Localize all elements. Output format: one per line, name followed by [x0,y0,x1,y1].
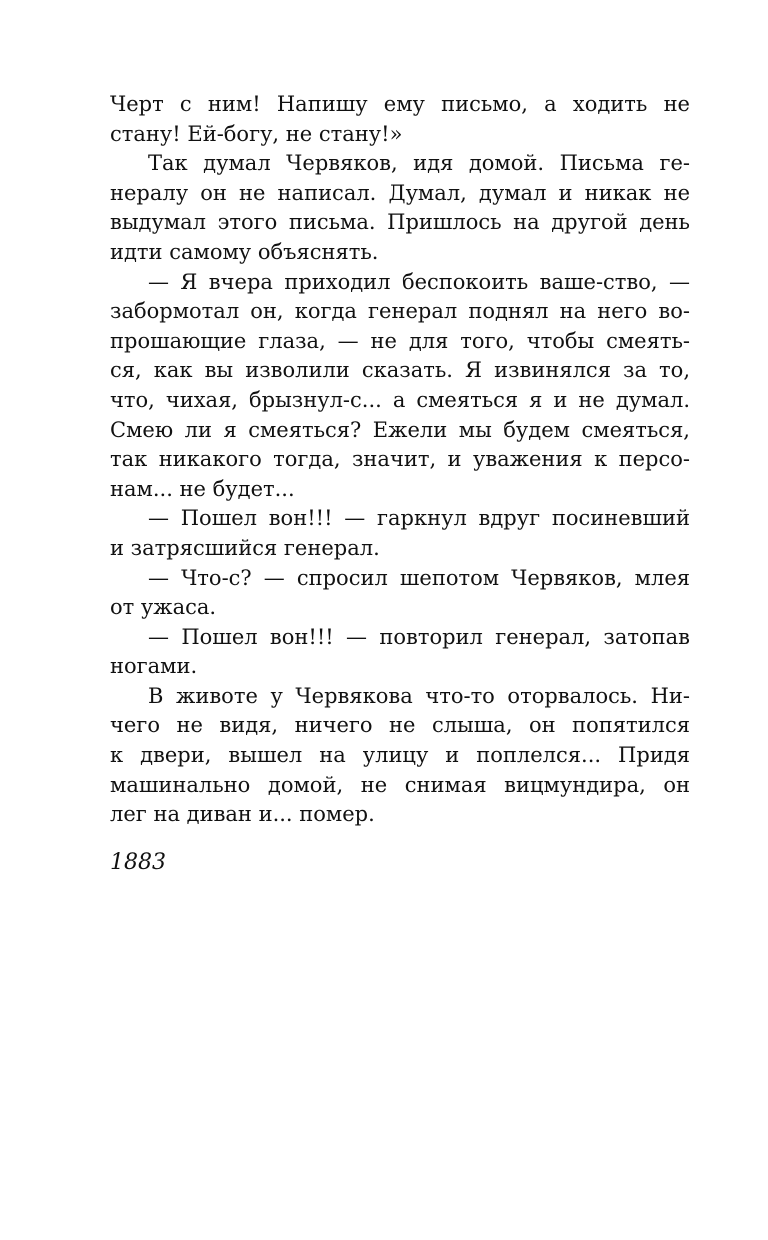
text-line: забормотал он, когда генерал поднял на него во- [110,299,690,324]
text-line: стану! Ей-богу, не стану!» [110,121,403,146]
text-line: от ужаса. [110,595,217,620]
text-line: В животе у Червякова что-то оторвалось. Ни- [148,683,690,708]
text-line: — Пошел вон!!! — повторил генерал, затопав [148,624,690,649]
text-line: лег на диван и... помер. [110,802,375,827]
text-line: — Что-с? — спросил шепотом Червяков, млея [148,565,690,590]
text-line: нам... не будет... [110,476,295,501]
story-year: 1883 [110,850,166,875]
text-line: ногами. [110,654,198,679]
text-line: что, чихая, брызнул-с... а смеяться я и не думал. [110,387,690,412]
text-line: — Пошел вон!!! — гаркнул вдруг посиневший [148,506,690,531]
text-line: — Я вчера приходил беспокоить ваше-ство, — [148,269,690,294]
text-line: Смею ли я смеяться? Ежели мы будем смеяться, [110,417,690,442]
text-line: выдумал этого письма. Пришлось на другой день [110,210,690,235]
text-line: Так думал Червяков, идя домой. Письма ге- [148,151,690,176]
text-line: так никакого тогда, значит, и уважения к персо- [110,447,690,472]
text-line: и затрясшийся генерал. [110,535,380,560]
text-line: чего не видя, ничего не слыша, он попятился [110,713,690,738]
story-text-block [110,90,690,830]
text-line: идти самому объяснять. [110,239,379,264]
text-line: ся, как вы изволили сказать. Я извинялся за то, [110,358,690,383]
text-line: прошающие глаза, — не для того, чтобы смеять- [110,328,690,353]
text-line: к двери, вышел на улицу и поплелся... Придя [110,743,690,768]
text-line: машинально домой, не снимая вицмундира, он [110,772,690,797]
text-line: нералу он не написал. Думал, думал и никак не [110,180,690,205]
text-line: Черт с ним! Напишу ему письмо, а ходить не [110,92,690,116]
